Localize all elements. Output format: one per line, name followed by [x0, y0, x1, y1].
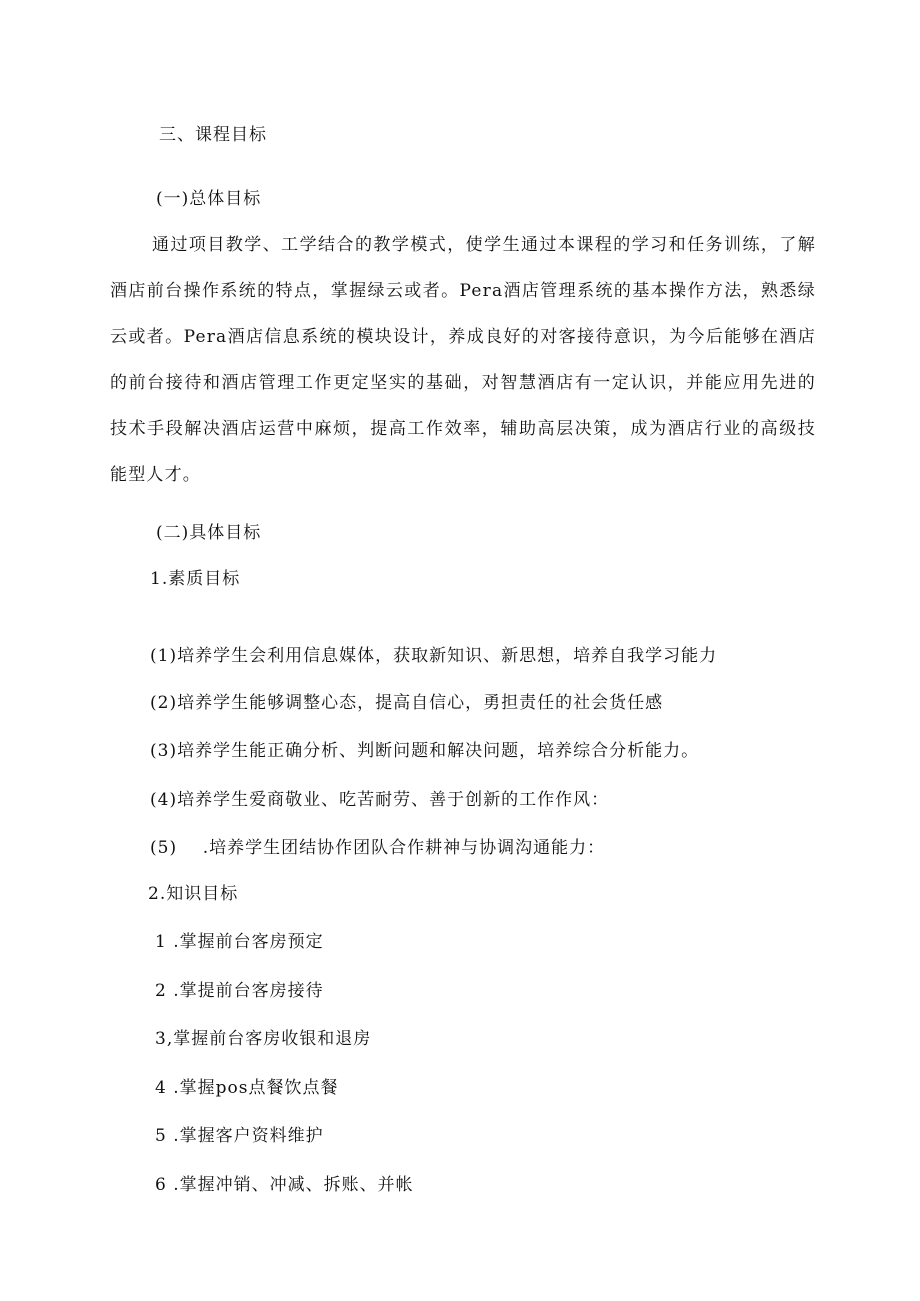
knowledge-item: 1 .掌握前台客房预定 [155, 932, 324, 952]
knowledge-item: 2 .掌提前台客房接待 [155, 981, 324, 1001]
quality-item: (3)培养学生能正确分析、判断问题和解决问题，培养综合分析能力。 [150, 741, 700, 761]
quality-item: (1)培养学生会利用信息媒体，获取新知识、新思想，培养自我学习能力 [150, 646, 718, 666]
specific-goal-heading: (二)具体目标 [156, 523, 262, 543]
knowledge-item: 3,掌握前台客房收银和退房 [155, 1029, 372, 1049]
quality-goal-heading: 1.素质目标 [150, 569, 241, 589]
knowledge-goal-heading: 2.知识目标 [148, 884, 239, 904]
section-title: 三、课程目标 [159, 125, 267, 145]
knowledge-item: 5 .掌握客户资料维护 [155, 1126, 324, 1146]
quality-item: (2)培养学生能够调整心态，提高自信心，勇担责任的社会货任感 [150, 693, 664, 713]
quality-item: (5) .培养学生团结协作团队合作耕神与协调沟通能力： [150, 838, 606, 858]
knowledge-item: 6 .掌握冲销、冲减、拆账、并帐 [155, 1175, 414, 1195]
overall-goal-heading: (一)总体目标 [156, 189, 262, 209]
knowledge-item: 4 .掌握pos点餐饮点餐 [155, 1078, 339, 1098]
quality-item: (4)培养学生爱商敬业、吃苦耐劳、善于创新的工作作风： [150, 790, 610, 810]
overall-goal-paragraph: 通过项目教学、工学结合的教学模式，使学生通过本课程的学习和任务训练，了解酒店前台操作系统的特点，掌握绿云或者。Pera酒店管理系统的基本操作方法，熟悉绿云或者。Pera酒店信息系统的模块设计，养成良好的对客接待意识，为今后能够在酒店的前台接待和酒店管理工作更定坚实的基础，对智慧酒店有一定认识，并能应用先进的技术手段解决酒店运营中麻烦，提高工作效率，辅助高层决策，成为酒店行业的高级技能型人才。 [110, 235, 816, 485]
